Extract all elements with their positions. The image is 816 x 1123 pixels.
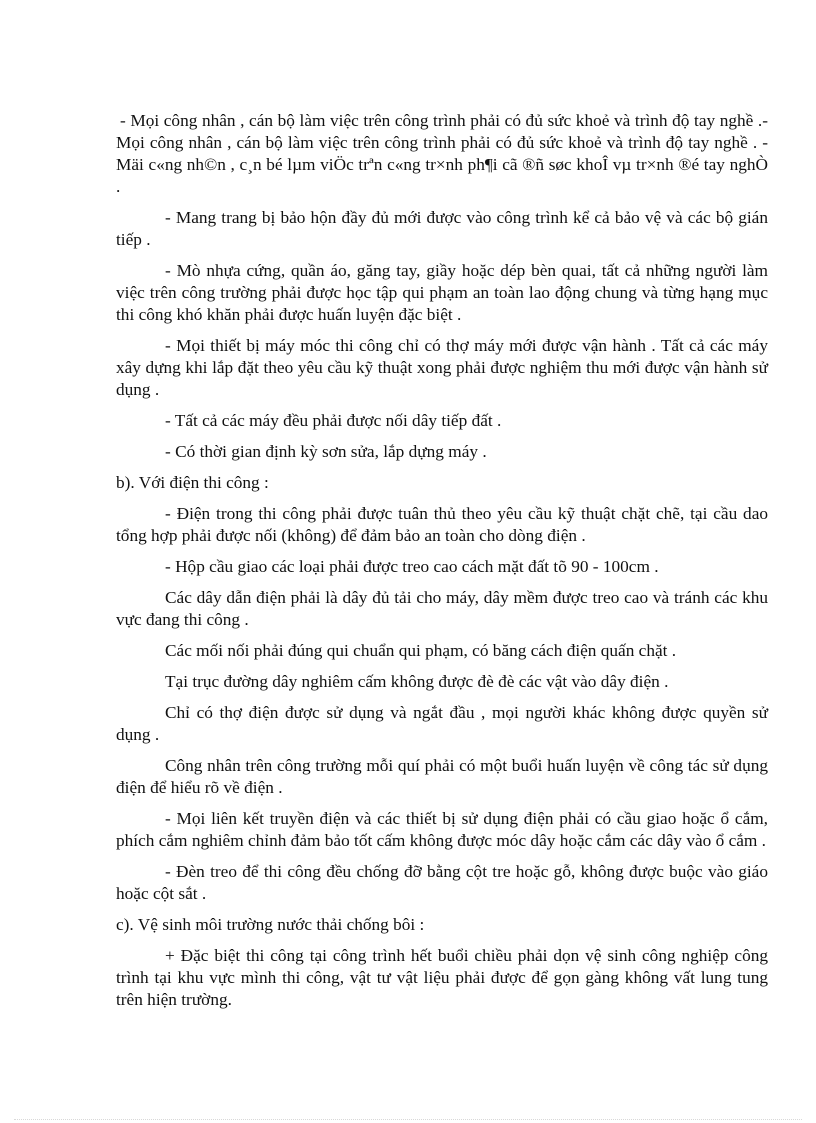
- section-heading-electricity: b). Với điện thi công :: [116, 473, 269, 492]
- paragraph-lamps: - Đèn treo để thi công đều chống đỡ bằng cột tre hoặc gỗ, không được buộc vào giáo hoặc cột sắt .: [116, 862, 768, 903]
- paragraph-cleanup: + Đặc biệt thi công tại công trình hết buổi chiều phải dọn vệ sinh công nghiệp công trình tại khu vực mình thi công, vật tư vật liệu phải được để gọn gàng không vất lung tung trên hiện trường.: [116, 946, 768, 1009]
- paragraph-electrician-only: Chỉ có thợ điện được sử dụng và ngắt đầu , mọi người khác không được quyền sử dụng .: [116, 703, 768, 744]
- paragraph-quarterly-training: Công nhân trên công trường mỗi quí phải có một buổi huấn luyện về công tác sử dụng điện để hiểu rõ về điện .: [116, 756, 768, 797]
- paragraph-worker-health: - Mọi công nhân , cán bộ làm việc trên công trình phải có đủ sức khoẻ và trình độ tay nghề .- Mọi công nhân , cán bộ làm việc trên công trình phải có đủ sức khoẻ và trình độ tay nghề . - Mäi c«ng nh©n , c¸n bé lµm viÖc trªn c«ng tr×nh ph¶i cã ®ñ søc khoÎ vµ tr×nh ®é tay nghÒ .: [116, 111, 768, 196]
- document-body: [116, 110, 768, 1020]
- paragraph-electric-technical: - Điện trong thi công phải được tuân thủ theo yêu cầu kỹ thuật chặt chẽ, tại cầu dao tổng hợp phải được nối (không) để đảm bảo an toàn cho dòng điện .: [116, 504, 768, 545]
- paragraph-power-line: Tại trục đường dây nghiêm cấm không được đè đè các vật vào dây điện .: [165, 672, 669, 691]
- page-bottom-divider: [14, 1119, 802, 1120]
- paragraph-grounding: - Tất cả các máy đều phải được nối dây tiếp đất .: [165, 411, 502, 430]
- paragraph-connections: - Mọi liên kết truyền điện và các thiết bị sử dụng điện phải có cầu giao hoặc ổ cắm, phích cắm nghiêm chỉnh đảm bảo tốt cấm không được móc dây hoặc cắm các dây vào ổ cắm .: [116, 809, 768, 850]
- paragraph-wires: Các dây dẫn điện phải là dây đủ tải cho máy, dây mềm được treo cao và tránh các khu vực đang thi công .: [116, 588, 768, 629]
- paragraph-protective-gear: - Mang trang bị bảo hộn đầy đủ mới được vào công trình kể cả bảo vệ và các bộ gián tiếp .: [116, 208, 768, 249]
- paragraph-maintenance: - Có thời gian định kỳ sơn sửa, lắp dựng máy .: [165, 442, 487, 461]
- paragraph-joints: Các mối nối phải đúng qui chuẩn qui phạm, có băng cách điện quấn chặt .: [165, 641, 677, 660]
- section-heading-sanitation: c). Vệ sinh môi trường nước thải chống bôi :: [116, 915, 425, 934]
- paragraph-switch-box: - Hộp cầu giao các loại phải được treo cao cách mặt đất tõ 90 - 100cm .: [165, 557, 659, 576]
- paragraph-machine-operation: - Mọi thiết bị máy móc thi công chỉ có thợ máy mới được vận hành . Tất cả các máy xây dựng khi lắp đặt theo yêu cầu kỹ thuật xong phải được nghiệm thu mới được vận hành sử dụng .: [116, 336, 768, 399]
- paragraph-safety-training: - Mò nhựa cứng, quần áo, găng tay, giầy hoặc dép bèn quai, tất cả những người làm việc trên công trường phải được học tập qui phạm an toàn lao động chung và từng hạng mục thi công khó khăn phải được huấn luyện đặc biệt .: [116, 261, 768, 324]
